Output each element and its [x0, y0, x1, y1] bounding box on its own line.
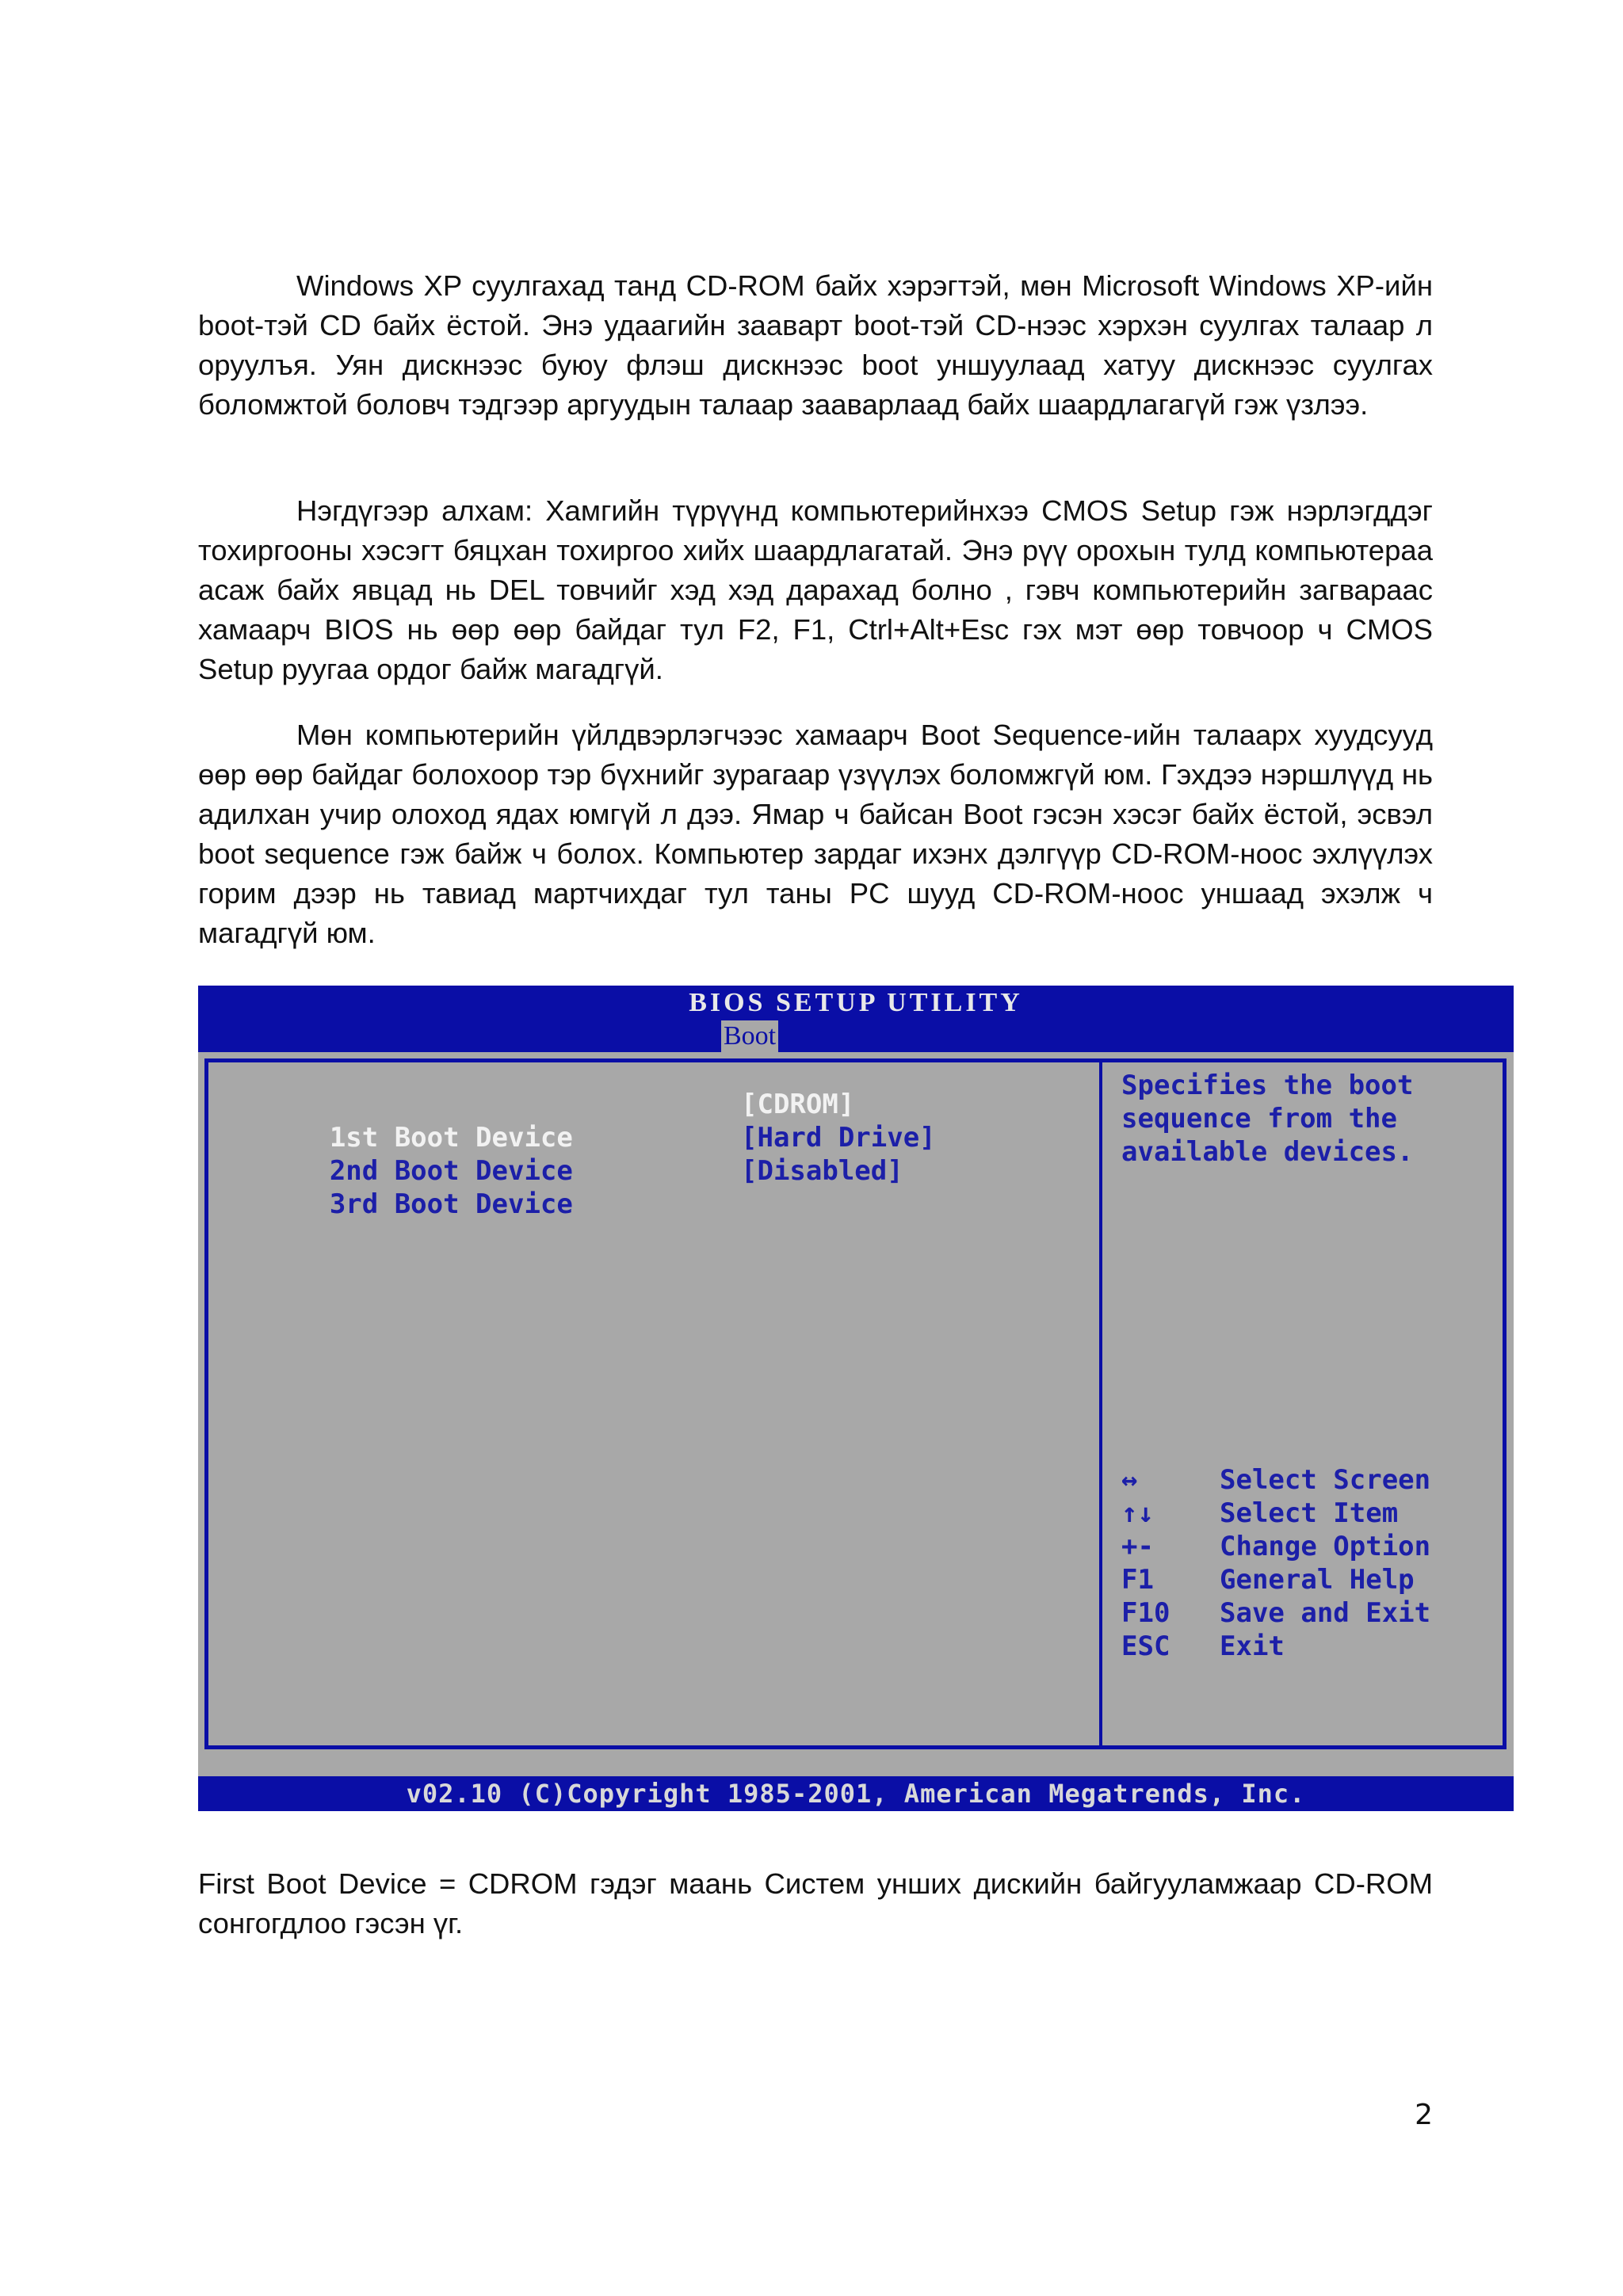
key-action-label: Save and Exit	[1220, 1597, 1431, 1629]
paragraph-boot-sequence: Мөн компьютерийн үйлдвэрлэгчээс хамаарч Boot Sequence-ийн талаарх хуудсууд өөр өөр байдаг болохоор тэр бүхнийг зурагаар үзүүлэх боломжгүй юм. Гэхдээ нэршлүүд нь адилхан учир олоход ядах юмгүй л дээ. Ямар ч байсан Boot гэсэн хэсэг байх ёстой, эсвэл boot sequence гэж байж ч болох. Компьютер зардаг ихэнх дэлгүүр CD-ROM-ноос эхлүүлэх горим дээр нь тавиад мартчихдаг тул таны PC шууд CD-ROM-ноос уншаад эхэлж ч магадгүй юм.	[198, 719, 1433, 949]
key-legend	[1121, 1463, 1494, 1663]
key-action-label: Select Item	[1220, 1497, 1399, 1529]
f1-key: F1	[1121, 1564, 1154, 1596]
bios-screenshot	[198, 986, 1514, 1811]
bios-panel-divider	[1099, 1062, 1102, 1745]
key-legend-row	[1121, 1596, 1494, 1630]
key-action-label: Exit	[1220, 1630, 1285, 1662]
tab-boot[interactable]: Boot	[721, 1020, 778, 1052]
key-legend-row	[1121, 1463, 1494, 1497]
boot-device-row-3rd[interactable]	[232, 1154, 903, 1220]
boot-device-label: 1st Boot Device	[329, 1122, 573, 1154]
boot-device-label: 2nd Boot Device	[329, 1155, 573, 1187]
boot-device-label: 3rd Boot Device	[329, 1188, 573, 1220]
key-legend-row	[1121, 1630, 1494, 1663]
boot-device-value[interactable]: [CDROM]	[741, 1089, 855, 1120]
esc-key: ESC	[1121, 1630, 1170, 1662]
key-legend-row	[1121, 1563, 1494, 1596]
left-right-arrow-icon: ↔	[1121, 1464, 1138, 1496]
bios-title: BIOS SETUP UTILITY	[689, 988, 1023, 1017]
key-action-label: Select Screen	[1220, 1464, 1431, 1496]
key-legend-row	[1121, 1497, 1494, 1530]
bios-header	[198, 986, 1514, 1052]
bios-copyright-footer: v02.10 (C)Copyright 1985-2001, American Megatrends, Inc.	[198, 1776, 1514, 1811]
page-number: 2	[1415, 2099, 1433, 2131]
up-down-arrow-icon: ↑↓	[1121, 1497, 1154, 1529]
plus-minus-key: +-	[1121, 1531, 1154, 1562]
key-action-label: Change Option	[1220, 1531, 1431, 1562]
key-action-label: General Help	[1220, 1564, 1415, 1596]
boot-device-value[interactable]: [Hard Drive]	[741, 1122, 936, 1154]
f10-key: F10	[1121, 1597, 1170, 1629]
paragraph-intro: Windows XP суулгахад танд CD-ROM байх хэрэгтэй, мөн Microsoft Windows XP-ийн boot-тэй CD байх ёстой. Энэ удаагийн заавaрт boot-тэй CD-нээс хэрхэн суулгах талаар л оруулъя. Уян дискнээс буюу флэш дискнээс boot уншуулаад хатуу дискнээс суулгах боломжтой боловч тэдгээр аргуудын талаар зааварлаад байх шаардлагагүй гэж үзлээ.	[198, 269, 1433, 421]
paragraph-first-boot-device: First Boot Device = CDROM гэдэг маань Систем унших дискийн байгууламжаар CD-ROM сонгогдлоо гэсэн үг.	[198, 1867, 1433, 1939]
key-legend-row	[1121, 1530, 1494, 1563]
boot-device-value[interactable]: [Disabled]	[741, 1155, 903, 1187]
paragraph-step-one: Нэгдүгээр алхам: Хамгийн түрүүнд компьютерийнхээ CMOS Setup гэж нэрлэгддэг тохиргооны хэсэгт бяцхан тохиргоо хийх шаардлагатай. Энэ рүү орохын тулд компьютераа асаж байх явцад нь DEL товчийг хэд хэд дарахад болно , гэвч компьютерийн загвараас хамаарч BIOS нь өөр өөр байдаг тул F2, F1, Ctrl+Alt+Esc гэх мэт өөр товчоор ч CMOS Setup руугаа ордог байж магадгүй.	[198, 494, 1433, 685]
help-panel-text: Specifies the boot sequence from the available devices.	[1121, 1070, 1414, 1168]
bios-main-frame	[204, 1058, 1507, 1749]
